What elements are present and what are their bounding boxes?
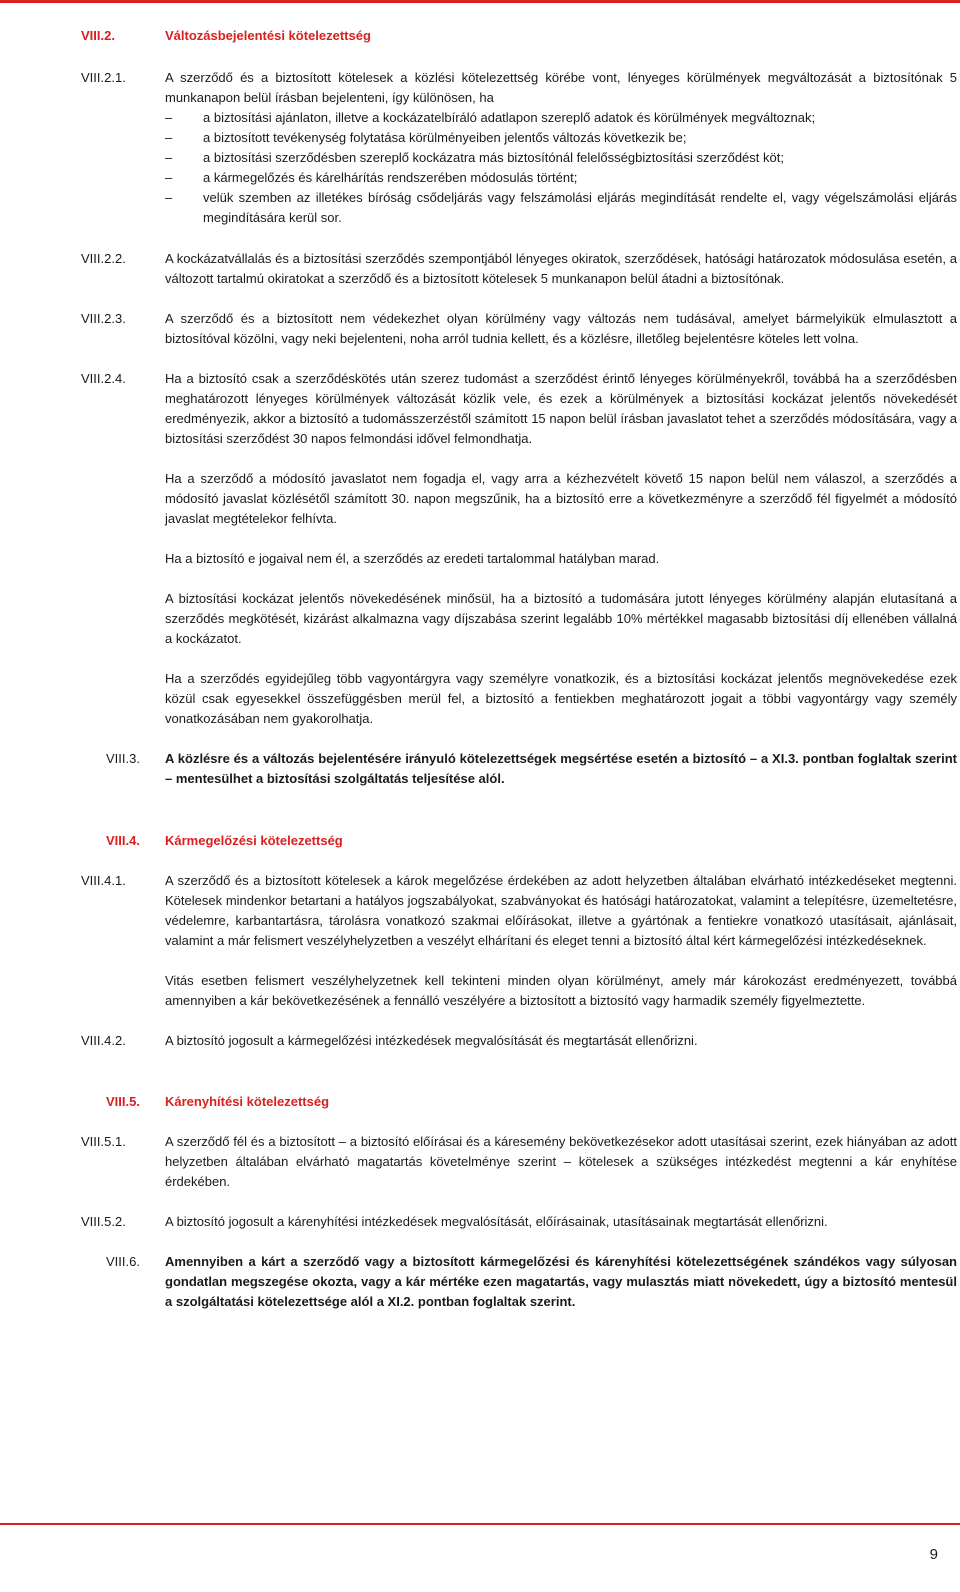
clause bbox=[81, 1031, 957, 1051]
paragraph: Ha a biztosító e jogaival nem él, a szerződés az eredeti tartalommal hatályban marad. bbox=[165, 551, 660, 566]
clause-number: VIII.2.2. bbox=[81, 251, 126, 266]
clause-number: VIII.6. bbox=[106, 1254, 140, 1269]
section-title: Kárenyhítési kötelezettség bbox=[165, 1094, 330, 1109]
clause bbox=[81, 871, 957, 1011]
clause-number: VIII.2.1. bbox=[81, 70, 126, 85]
clause bbox=[81, 749, 957, 789]
clause-intro: A szerződő és a biztosított kötelesek a közlési kötelezettség körébe vont, lényeges körülmények megváltozását a biztosítónak 5 munkanapon belül írásban bejelenteni, így különösen, ha bbox=[165, 70, 957, 105]
section-heading bbox=[81, 831, 957, 851]
section-number: VIII.5. bbox=[106, 1094, 140, 1109]
clause bbox=[81, 309, 957, 349]
section-number: VIII.2. bbox=[81, 28, 115, 43]
clause-number: VIII.2.4. bbox=[81, 371, 126, 386]
clause-text: A közlésre és a változás bejelentésére irányuló kötelezettségek megsértése esetén a biztosító – a XI.3. pontban foglaltak szerint – mentesülhet a biztosítási szolgáltatás teljesítése alól. bbox=[165, 751, 957, 786]
clause-text: A szerződő és a biztosított nem védekezhet olyan körülmény vagy változás nem tudásával, amelyet bármelyikük elmulasztott a biztosítóval közölni, vagy neki bejelenteni, noha arról tudnia kellett, és a közlésre, illetőleg bejelentésre köteles lett volna. bbox=[165, 311, 957, 346]
clause-number: VIII.5.1. bbox=[81, 1134, 126, 1149]
clause-body bbox=[165, 68, 957, 228]
clause-number: VIII.5.2. bbox=[81, 1214, 126, 1229]
list-item: – velük szemben az illetékes bíróság csődeljárás vagy felszámolási eljárás megindítását rendelte el, vagy végelszámolási eljárás megindítására kerül sor. bbox=[165, 190, 957, 225]
condition-list bbox=[165, 108, 957, 228]
clause-number: VIII.4.1. bbox=[81, 873, 126, 888]
clause-number: VIII.4.2. bbox=[81, 1033, 126, 1048]
section-heading bbox=[81, 26, 957, 46]
clause bbox=[81, 249, 957, 289]
section-title: Változásbejelentési kötelezettség bbox=[165, 28, 371, 43]
clause-text: A kockázatvállalás és a biztosítási szerződés szempontjából lényeges okiratok, szerződések, hatósági határozatok módosulása esetén, a változott tartalmú okiratokat a szerződő és a biztosított kötelesek 5 munkanapon belül átadni a biztosítónak. bbox=[165, 251, 957, 286]
clause-text: A szerződő fél és a biztosított – a biztosító előírásai és a káresemény bekövetkezésekor adott utasításai szerint, ezek hiányában az adott helyzetben általában elvárható magatartás követelménye szerint – kötelesek a szükséges intézkedést megtenni a kár enyhítése érdekében. bbox=[165, 1134, 957, 1189]
paragraph: Ha a szerződés egyidejűleg több vagyontárgyra vagy személyre vonatkozik, és a biztosítási kockázat jelentős megnövekedése ezek közül csak egyesekkel összefüggésben merül fel, a biztosító a fentiekben meghatározott jogait a többi vagyontárgy vagy személy vonatkozásában nem gyakorolhatja. bbox=[165, 671, 957, 726]
section-number: VIII.4. bbox=[106, 833, 140, 848]
clause-number: VIII.2.3. bbox=[81, 311, 126, 326]
clause-number: VIII.3. bbox=[106, 751, 140, 766]
bottom-rule bbox=[0, 1523, 960, 1525]
list-item: – a biztosítási ajánlaton, illetve a kockázatelbíráló adatlapon szereplő adatok és körülmények megváltoznak; bbox=[165, 110, 816, 125]
paragraph: Ha a szerződő a módosító javaslatot nem fogadja el, vagy arra a kézhezvételt követő 15 napon belül nem válaszol, a szerződés a módosító javaslat közlésétől számított 30. napon megszűnik, ha a biztosító erre a következményre a szerződő fél figyelmét a módosító javaslat megtételekor felhívta. bbox=[165, 471, 957, 526]
clause bbox=[81, 369, 957, 729]
paragraph: A szerződő és a biztosított kötelesek a károk megelőzése érdekében az adott helyzetben általában elvárható intézkedéseket megtenni. Kötelesek mindenkor betartani a hatályos jogszabályokat, szabványokat és hatósági határozatokat, valamint a telepítésre, üzemeltetésre, védelemre, karbantartásra, tárolásra vonatkozó szakmai előírásokat, illetve a gyártónak a fentiekre vonatkozó utasításait, ajánlásait, valamint a már felismert veszélyhelyzetben a veszélyt elhárítani és eleget tenni a biztosító által kért kármegelőzési intézkedéseknek. bbox=[165, 873, 957, 948]
clause-text: Amennyiben a kárt a szerződő vagy a biztosított kármegelőzési és kárenyhítési kötelezettségének szándékos vagy súlyosan gondatlan megszegése okozta, vagy a kár mértéke ezen magatartás, vagy mulasztás miatt növekedett, úgy a biztosító mentesül a szolgáltatási kötelezettsége alól a XI.2. pontban foglaltak szerint. bbox=[165, 1254, 957, 1309]
paragraph: Ha a biztosító csak a szerződéskötés után szerez tudomást a szerződést érintő lényeges körülményekről, továbbá ha a szerződésben meghatározott lényeges körülmények változását közlik vele, és ezek a körülmények a biztosítási kockázat jelentős növekedését eredményezik, akkor a biztosító a tudomásszerzéstől számított 15 napon belül írásban javaslatot tehet a szerződés módosítására, vagy a biztosítási szerződést 30 napos felmondási idővel felmondhatja. bbox=[165, 371, 957, 446]
clause-body bbox=[165, 871, 957, 1011]
top-rule bbox=[0, 0, 960, 3]
clause bbox=[81, 1252, 957, 1312]
page-number: 9 bbox=[929, 1546, 938, 1563]
document-body bbox=[81, 26, 957, 1312]
section-heading bbox=[81, 1092, 957, 1112]
clause bbox=[81, 1132, 957, 1192]
list-item: – a biztosítási szerződésben szereplő kockázatra más biztosítónál felelősségbiztosítási szerződést köt; bbox=[165, 150, 784, 165]
list-item: – a kármegelőzés és kárelhárítás rendszerében módosulás történt; bbox=[165, 170, 578, 185]
clause bbox=[81, 1212, 957, 1232]
clause-text: A biztosító jogosult a kárenyhítési intézkedések megvalósítását, előírásainak, utasításainak megtartását ellenőrizni. bbox=[165, 1214, 828, 1229]
paragraph: Vitás esetben felismert veszélyhelyzetnek kell tekinteni minden olyan körülményt, amely már károkozást eredményezett, továbbá amennyiben a kár bekövetkezésének a fennálló veszélyére a biztosított a biztosító vagy harmadik személy figyelmeztette. bbox=[165, 973, 957, 1008]
section-title: Kármegelőzési kötelezettség bbox=[165, 833, 343, 848]
list-item: – a biztosított tevékenység folytatása körülményeiben jelentős változás következik be; bbox=[165, 130, 687, 145]
clause-text: A biztosító jogosult a kármegelőzési intézkedések megvalósítását és megtartását ellenőrizni. bbox=[165, 1033, 698, 1048]
paragraph: A biztosítási kockázat jelentős növekedésének minősül, ha a biztosító a tudomására jutott lényeges körülmény alapján elutasítaná a szerződés megkötését, kizárást alkalmazna vagy díjszabása szerint legalább 10% mértékkel magasabb biztosítási díj ellenében vállalná a kockázatot. bbox=[165, 591, 957, 646]
clause bbox=[81, 68, 957, 228]
clause-body bbox=[165, 369, 957, 729]
